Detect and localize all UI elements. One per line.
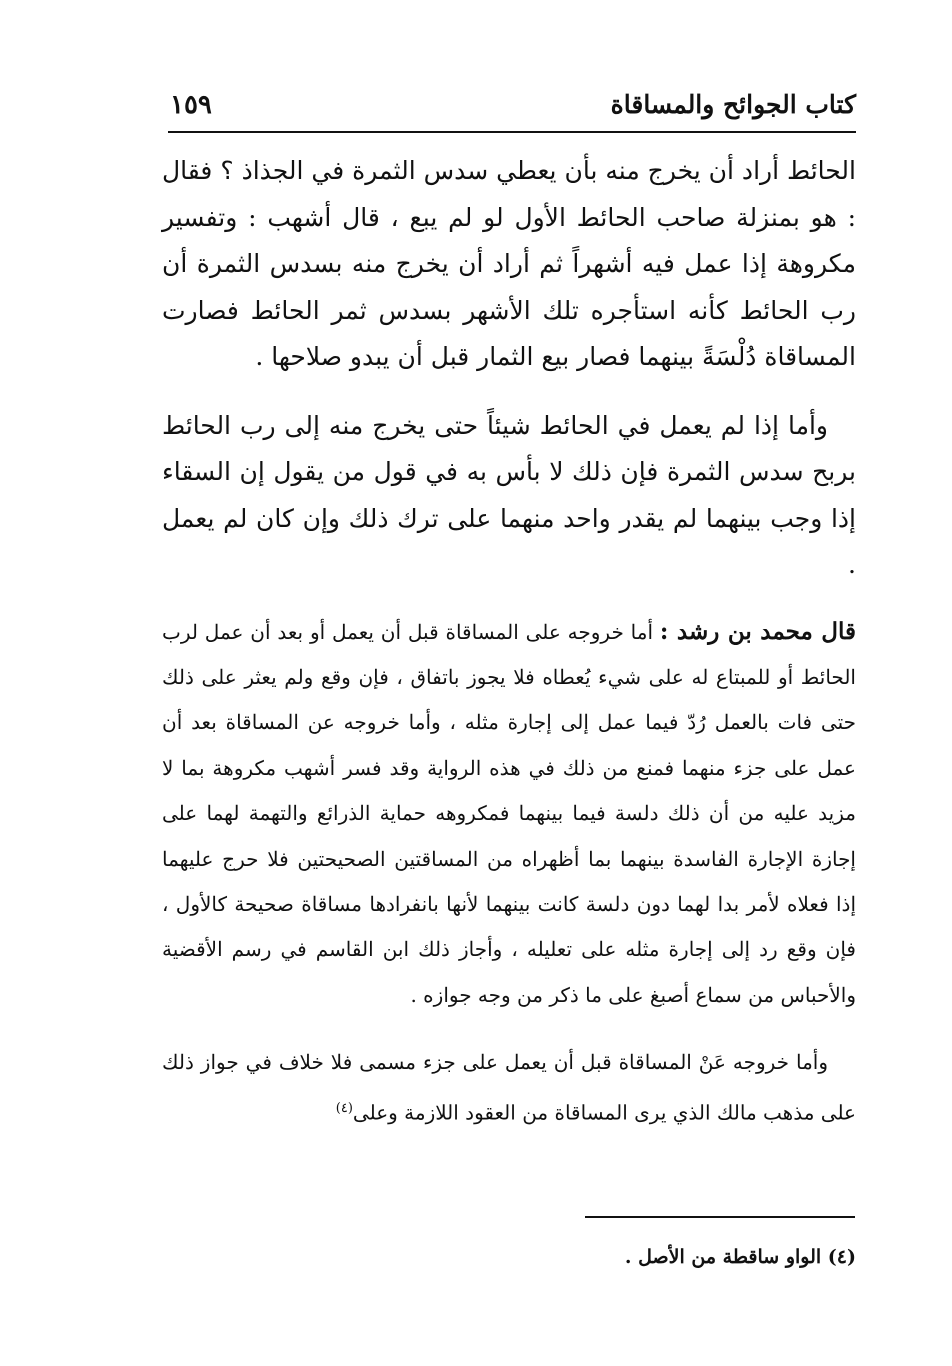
- header-rule: [168, 131, 856, 133]
- footnote-separator: [585, 1216, 855, 1218]
- main-text: [162, 148, 856, 1136]
- footnote: (٤) الواو ساقطة من الأصل .: [624, 1246, 856, 1268]
- page-number: ١٥٩: [170, 90, 212, 120]
- paragraph-4: [162, 1040, 856, 1135]
- paragraph-3-text: أما خروجه على المساقاة قبل أن يعمل أو بعد أن عمل لرب الحائط أو للمبتاع له على شيء يُعطاه فلا يجوز باتفاق ، فإن وقع ولم يعثر على ذلك حتى فات بالعمل رُدّ فيما عمل إلى إجارة مثله ، وأما خروجه عن المساقاة بعد أن عمل على جزء منهما فمنع من ذلك في هذه الرواية وقد فسر أشهب مكروهة بما لا مزيد عليه من أن ذلك دلسة فيما بينهما فمكروهه حماية الذرائع والتهمة لهما على إجازة الإجارة الفاسدة بينهما بما أظهراه من المساقتين الصحيحتين فلا حرج عليهما إذا فعلاه لأمر بدا لهما دون دلسة كانت بينهما لأنها بانفرادها مساقاة صحيحة كالأول ، فإن وقع رد إلى إجارة مثله على تعليله ، وأجاز ذلك ابن القاسم في رسم الأقضية والأحباس من سماع أصبغ على ما ذكر من وجه جوازه .: [162, 619, 856, 1007]
- page-header: [170, 90, 856, 130]
- paragraph-3: [162, 609, 856, 1019]
- running-title: كتاب الجوائح والمساقاة: [610, 90, 856, 119]
- paragraph-1: [162, 148, 856, 381]
- paragraph-1-text: الحائط أراد أن يخرج منه بأن يعطي سدس الثمرة في الجذاذ ؟ فقال : هو بمنزلة صاحب الحائط الأول لو لم يبع ، قال أشهب : وتفسير مكروهة إذا عمل فيه أشهراً ثم أراد أن يخرج منه بسدس الثمرة أن رب الحائط كأنه استأجره تلك الأشهر بسدس ثمر الحائط فصارت المساقاة دُلْسَةً بينهما فصار بيع الثمار قبل أن يبدو صلاحها .: [162, 156, 856, 371]
- paragraph-4-text: وأما خروجه عَنْ المساقاة قبل أن يعمل على جزء مسمى فلا خلاف في جواز ذلك على مذهب مالك الذي يرى المساقاة من العقود اللازمة وعلى: [162, 1050, 856, 1125]
- paragraph-2: [162, 403, 856, 589]
- paragraph-2-text: وأما إذا لم يعمل في الحائط شيئاً حتى يخرج منه إلى رب الحائط بربح سدس الثمرة فإن ذلك لا بأس به في قول من يقول إن السقاء إذا وجب بينهما لم يقدر واحد منهما على ترك ذلك وإن كان لم يعمل .: [162, 410, 856, 579]
- commentator-name: قال محمد بن رشد :: [659, 617, 857, 645]
- footnote-reference[interactable]: (٤): [335, 1100, 353, 1116]
